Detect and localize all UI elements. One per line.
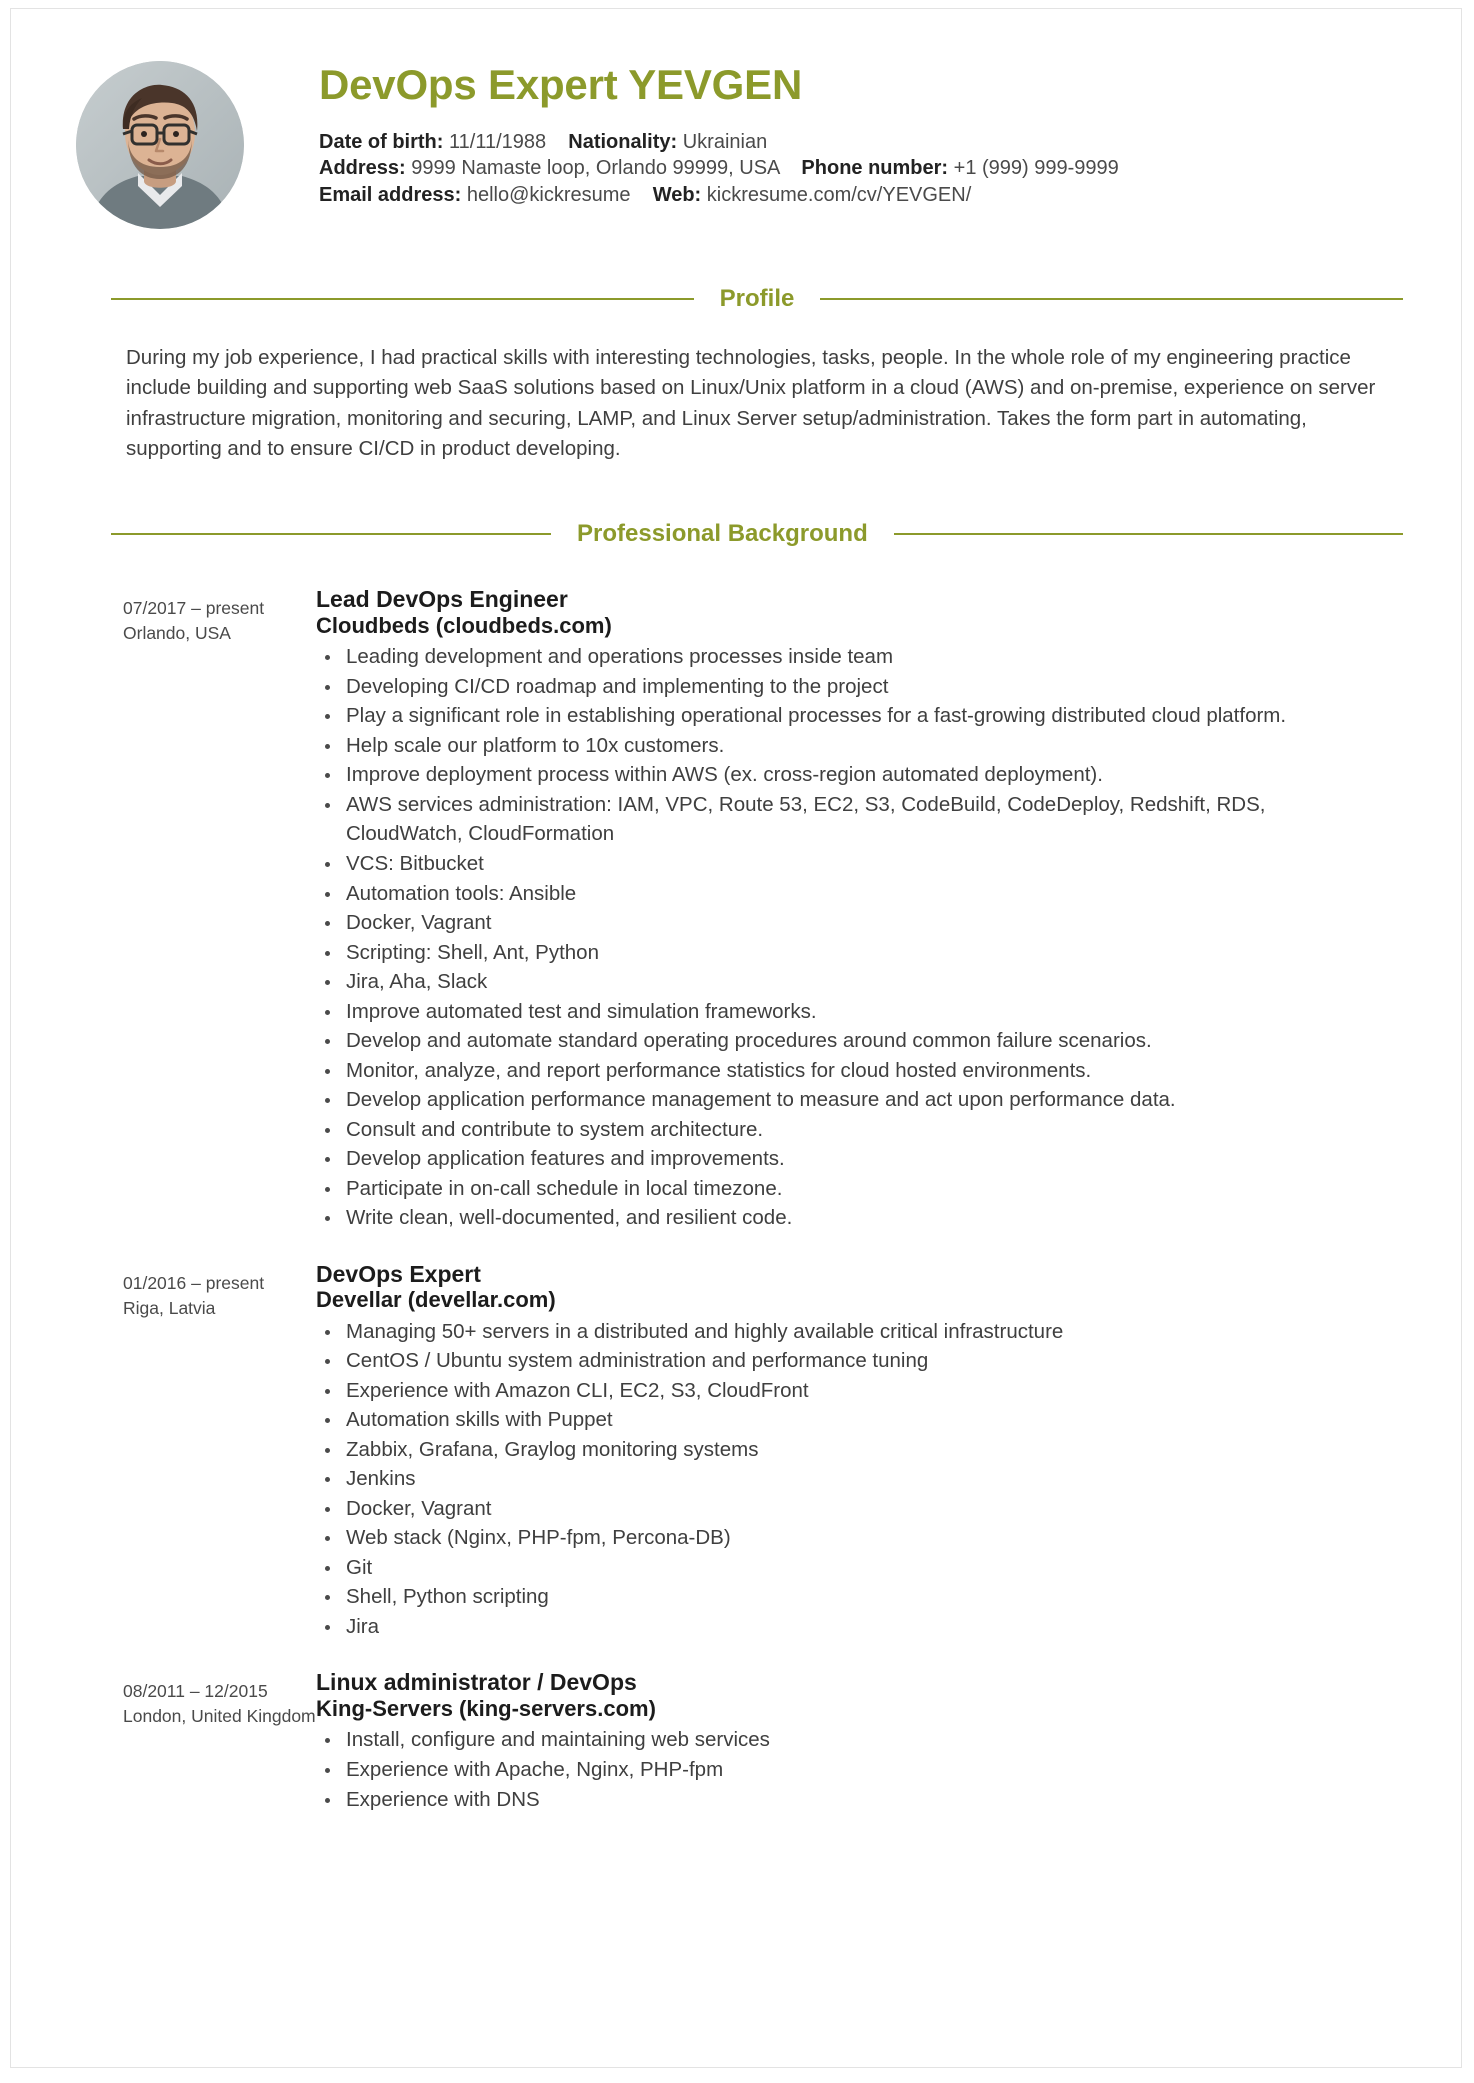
job-bullet: Automation tools: Ansible <box>316 879 1373 909</box>
job-bullet: Leading development and operations processes inside team <box>316 642 1373 672</box>
job-bullet: Jira, Aha, Slack <box>316 967 1373 997</box>
job-body <box>316 1669 1403 1814</box>
header-text-block <box>319 51 1119 208</box>
contact-line-address <box>319 155 1119 181</box>
job-bullet: Shell, Python scripting <box>316 1582 1373 1612</box>
job-location: Orlando, USA <box>123 623 231 644</box>
job-bullet: Managing 50+ servers in a distributed and highly available critical infrastructure <box>316 1317 1373 1347</box>
profile-text: During my job experience, I had practical skills with interesting technologies, tasks, people. In the whole role of my engineering practice include building and supporting web SaaS solutions based on Linux/Unix platform in a cloud (AWS) and on-premise, experience on server infrastructure migration, monitoring and securing, LAMP, and Linux Server setup/administration. Takes the form part in automating, supporting and to ensure CI/CD in product developing. <box>126 346 1376 460</box>
nationality-label: Nationality: <box>568 131 678 154</box>
job-bullet: Docker, Vagrant <box>316 908 1373 938</box>
web-label: Web: <box>652 183 702 206</box>
job-bullet-list <box>316 642 1373 1232</box>
job-bullet: Develop application performance management to measure and act upon performance data. <box>316 1085 1373 1115</box>
dob-label: Date of birth: <box>319 131 444 154</box>
job-bullet: CentOS / Ubuntu system administration and performance tuning <box>316 1346 1373 1376</box>
job-meta <box>11 586 316 646</box>
phone-value: +1 (999) 999-9999 <box>953 157 1119 180</box>
job-meta <box>11 1669 316 1729</box>
job-title: Linux administrator / DevOps <box>316 1669 637 1696</box>
job-entry <box>11 1261 1403 1642</box>
job-entry <box>11 586 1403 1232</box>
job-bullet: Experience with DNS <box>316 1785 1373 1815</box>
job-bullet: Docker, Vagrant <box>316 1494 1373 1524</box>
job-bullet: Scripting: Shell, Ant, Python <box>316 938 1373 968</box>
job-company: Devellar (devellar.com) <box>316 1287 556 1313</box>
profile-section-title: Profile <box>719 285 795 312</box>
background-section-title: Professional Background <box>577 520 868 548</box>
page-title: DevOps Expert YEVGEN <box>319 61 803 108</box>
job-bullet: Develop and automate standard operating procedures around common failure scenarios. <box>316 1026 1373 1056</box>
job-title: Lead DevOps Engineer <box>316 586 568 613</box>
divider-left <box>111 533 551 535</box>
email-value[interactable]: hello@kickresume <box>466 183 631 206</box>
job-entry <box>11 1669 1403 1814</box>
job-bullet: Participate in on-call schedule in local timezone. <box>316 1174 1373 1204</box>
web-value[interactable]: kickresume.com/cv/YEVGEN/ <box>706 183 972 206</box>
job-meta <box>11 1261 316 1321</box>
job-company: Cloudbeds (cloudbeds.com) <box>316 612 612 638</box>
job-bullet: Web stack (Nginx, PHP-fpm, Percona-DB) <box>316 1523 1373 1553</box>
job-bullet: Jenkins <box>316 1464 1373 1494</box>
job-bullet-list <box>316 1317 1373 1642</box>
job-bullet: Improve automated test and simulation frameworks. <box>316 997 1373 1027</box>
job-bullet-list <box>316 1725 1373 1814</box>
job-bullet: Install, configure and maintaining web services <box>316 1725 1373 1755</box>
section-header-profile <box>11 285 1463 313</box>
job-bullet: Monitor, analyze, and report performance statistics for cloud hosted environments. <box>316 1056 1373 1086</box>
job-bullet: Automation skills with Puppet <box>316 1405 1373 1435</box>
job-body <box>316 1261 1403 1642</box>
job-bullet: Consult and contribute to system architecture. <box>316 1115 1373 1145</box>
phone-label: Phone number: <box>801 157 949 180</box>
job-bullet: Play a significant role in establishing operational processes for a fast-growing distributed cloud platform. <box>316 701 1373 731</box>
dob-value: 11/11/1988 <box>449 131 547 154</box>
job-location: Riga, Latvia <box>123 1297 216 1318</box>
nationality-value: Ukrainian <box>682 131 768 154</box>
job-body <box>316 586 1403 1232</box>
divider-right <box>820 298 1403 300</box>
job-bullet: Develop application features and improvements. <box>316 1144 1373 1174</box>
contact-line-online <box>319 182 1119 208</box>
job-bullet: Developing CI/CD roadmap and implementing to the project <box>316 672 1373 702</box>
section-header-background <box>11 520 1463 548</box>
address-value: 9999 Namaste loop, Orlando 99999, USA <box>411 157 780 180</box>
resume-header <box>11 9 1463 229</box>
job-dates: 07/2017 – present <box>123 598 265 619</box>
resume-sheet <box>10 8 1462 2068</box>
email-label: Email address: <box>319 183 462 206</box>
job-bullet: Improve deployment process within AWS (ex. cross-region automated deployment). <box>316 760 1373 790</box>
job-dates: 08/2011 – 12/2015 <box>123 1681 268 1702</box>
job-dates: 01/2016 – present <box>123 1272 265 1293</box>
job-bullet: AWS services administration: IAM, VPC, Route 53, EC2, S3, CodeBuild, CodeDeploy, Redshift, RDS, CloudWatch, CloudFormation <box>316 790 1373 849</box>
job-bullet: Jira <box>316 1612 1373 1642</box>
job-bullet: Help scale our platform to 10x customers. <box>316 731 1373 761</box>
job-bullet: VCS: Bitbucket <box>316 849 1373 879</box>
job-bullet: Write clean, well-documented, and resilient code. <box>316 1203 1373 1233</box>
job-title: DevOps Expert <box>316 1260 481 1287</box>
avatar <box>76 61 244 229</box>
address-label: Address: <box>319 157 406 180</box>
divider-left <box>111 298 694 300</box>
experience-list <box>11 586 1463 1814</box>
job-bullet: Zabbix, Grafana, Graylog monitoring systems <box>316 1435 1373 1465</box>
divider-right <box>894 533 1403 535</box>
job-bullet: Git <box>316 1553 1373 1583</box>
job-location: London, United Kingdom <box>123 1706 316 1727</box>
job-bullet: Experience with Apache, Nginx, PHP-fpm <box>316 1755 1373 1785</box>
job-company: King-Servers (king-servers.com) <box>316 1696 656 1722</box>
contact-line-personal <box>319 129 1119 155</box>
job-bullet: Experience with Amazon CLI, EC2, S3, CloudFront <box>316 1376 1373 1406</box>
